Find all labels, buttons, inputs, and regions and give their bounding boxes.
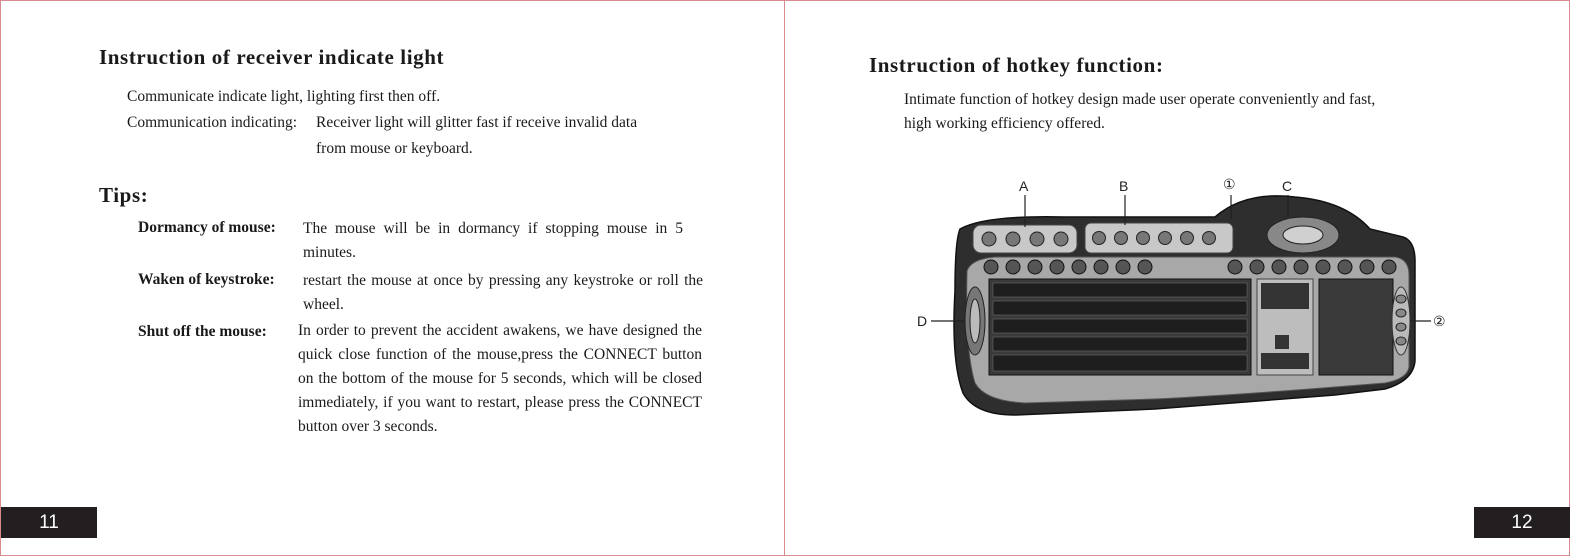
callout-2: ② [1433, 313, 1446, 329]
communication-indicating-label: Communication indicating: [127, 114, 298, 131]
tips-heading: Tips: [99, 183, 149, 207]
left-page [0, 0, 786, 556]
callout-1: ① [1223, 176, 1236, 192]
keyboard-illustration [915, 171, 1455, 431]
communication-indicating-continued: from mouse or keyboard. [316, 140, 473, 157]
page-number-12: 12 [1474, 507, 1570, 538]
page-number-11: 11 [1, 507, 97, 538]
tip-text-waken: restart the mouse at once by pressing any keystroke or roll the wheel. [303, 272, 703, 313]
hotkey-intro-line2: high working efficiency offered. [904, 115, 1105, 132]
tip-label-dormancy: Dormancy of mouse: [138, 219, 276, 236]
receiver-light-heading: Instruction of receiver indicate light [99, 45, 445, 69]
keyboard-diagram [915, 171, 1455, 431]
tip-text-shutoff: In order to prevent the accident awakens, we have designed the quick close function of the mouse,press the CONNECT button on the bottom of the mouse for 5 seconds, which will be closed immediately, if you want to restart, please press the CONNECT button over 3 seconds. [298, 322, 702, 435]
hotkey-intro-line1: Intimate function of hotkey design made user operate conveniently and fast, [904, 91, 1376, 108]
tip-text-dormancy: The mouse will be in dormancy if stopping mouse in 5 minutes. [303, 220, 683, 261]
callout-c: C [1282, 178, 1293, 194]
tip-label-waken: Waken of keystroke: [138, 271, 275, 288]
right-page [784, 0, 1570, 556]
numeric-keypad [1319, 279, 1393, 375]
tip-label-shutoff: Shut off the mouse: [138, 323, 267, 340]
communication-indicating-text: Receiver light will glitter fast if receive invalid data [316, 114, 638, 131]
callout-b: B [1119, 178, 1129, 194]
callout-a: A [1019, 178, 1029, 194]
callout-d: D [917, 313, 928, 329]
hotkey-heading: Instruction of hotkey function: [869, 53, 1164, 77]
communicate-line: Communicate indicate light, lighting first then off. [127, 88, 441, 105]
